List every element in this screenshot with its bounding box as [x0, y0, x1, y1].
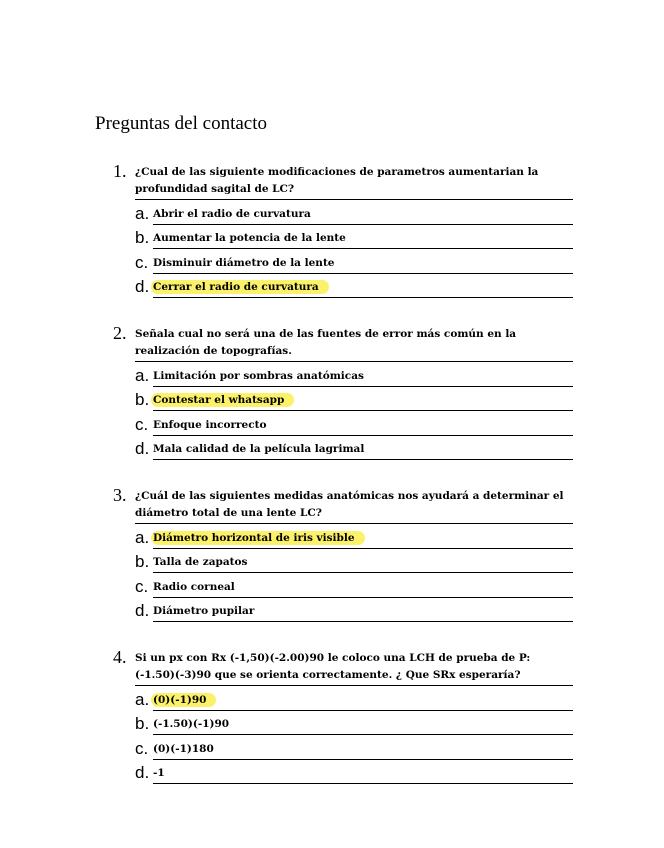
option-label: Talla de zapatos: [153, 556, 248, 568]
option-text: [153, 766, 573, 784]
option-text: [153, 580, 573, 598]
option-label: Diámetro pupilar: [153, 605, 255, 617]
question-3: [113, 486, 573, 622]
option-a[interactable]: [135, 200, 573, 225]
option-letter: b.: [135, 390, 150, 409]
option-letter: a.: [135, 689, 150, 709]
option-letter: c.: [135, 738, 149, 758]
option-letter: a.: [135, 527, 150, 547]
option-d[interactable]: [135, 760, 573, 785]
option-d[interactable]: [135, 274, 573, 299]
highlighted-answer: Contestar el whatsapp: [151, 393, 294, 407]
option-c[interactable]: [135, 411, 573, 436]
question-number: 1.: [113, 161, 127, 181]
question-number: 2.: [113, 323, 127, 343]
option-b[interactable]: [135, 387, 573, 412]
option-text: [153, 393, 573, 411]
option-label: Mala calidad de la película lagrimal: [153, 443, 365, 455]
option-text: [153, 280, 573, 298]
highlighted-answer: Cerrar el radio de curvatura: [151, 280, 329, 294]
option-letter: c.: [135, 576, 149, 596]
option-text: [153, 256, 573, 274]
question-number: 3.: [113, 485, 127, 505]
option-label: Enfoque incorrecto: [153, 418, 267, 431]
document-title: Preguntas del contacto: [95, 113, 268, 134]
option-b[interactable]: [135, 549, 573, 574]
highlighted-answer: Diámetro horizontal de iris visible: [151, 531, 365, 545]
highlighted-answer: (0)(-1)90: [151, 693, 216, 707]
option-label: Disminuir diámetro de la lente: [153, 256, 335, 269]
option-letter: c.: [135, 252, 149, 272]
question-text: ¿Cual de las siguiente modificaciones de parametros aumentarian la profundidad sagital de LC?: [135, 162, 573, 200]
option-label: Limitación por sombras anatómicas: [153, 369, 364, 382]
option-b[interactable]: [135, 225, 573, 250]
option-letter: d.: [135, 439, 150, 458]
question-4: [113, 648, 573, 784]
question-2: [113, 324, 573, 460]
option-text: [153, 418, 573, 436]
option-label: (-1.50)(-1)90: [153, 718, 230, 730]
option-label: Aumentar la potencia de la lente: [153, 232, 346, 244]
option-d[interactable]: [135, 436, 573, 461]
option-text: [153, 717, 573, 735]
option-text: [153, 442, 573, 460]
option-letter: d.: [135, 763, 150, 782]
question-text: ¿Cuál de las siguientes medidas anatómicas nos ayudará a determinar el diámetro total de una lente LC?: [135, 486, 573, 524]
option-text: [153, 555, 573, 573]
option-label: -1: [153, 767, 165, 779]
option-letter: b.: [135, 228, 150, 247]
option-label: Radio corneal: [153, 580, 235, 593]
option-a[interactable]: [135, 362, 573, 387]
option-text: [153, 604, 573, 622]
question-number: 4.: [113, 647, 127, 667]
option-text: [153, 369, 573, 387]
option-letter: c.: [135, 414, 149, 434]
option-c[interactable]: [135, 249, 573, 274]
option-letter: d.: [135, 277, 150, 296]
option-text: [153, 693, 573, 711]
option-c[interactable]: [135, 573, 573, 598]
question-text: Señala cual no será una de las fuentes de error más común en la realización de topografías.: [135, 324, 573, 362]
option-letter: b.: [135, 714, 150, 733]
option-text: [153, 531, 573, 549]
question-1: [113, 162, 573, 298]
option-d[interactable]: [135, 598, 573, 623]
option-letter: a.: [135, 203, 150, 223]
option-b[interactable]: [135, 711, 573, 736]
option-letter: d.: [135, 601, 150, 620]
option-letter: b.: [135, 552, 150, 571]
option-a[interactable]: [135, 686, 573, 711]
option-text: [153, 207, 573, 225]
option-c[interactable]: [135, 735, 573, 760]
option-label: Abrir el radio de curvatura: [153, 207, 311, 220]
question-text: Si un px con Rx (-1,50)(-2.00)90 le coloco una LCH de prueba de P: (-1.50)(-3)90 que se orienta correctamente. ¿ Que SRx esperaría?: [135, 648, 573, 686]
option-text: [153, 231, 573, 249]
option-a[interactable]: [135, 524, 573, 549]
option-text: [153, 742, 573, 760]
option-letter: a.: [135, 365, 150, 385]
option-label: (0)(-1)180: [153, 742, 214, 755]
